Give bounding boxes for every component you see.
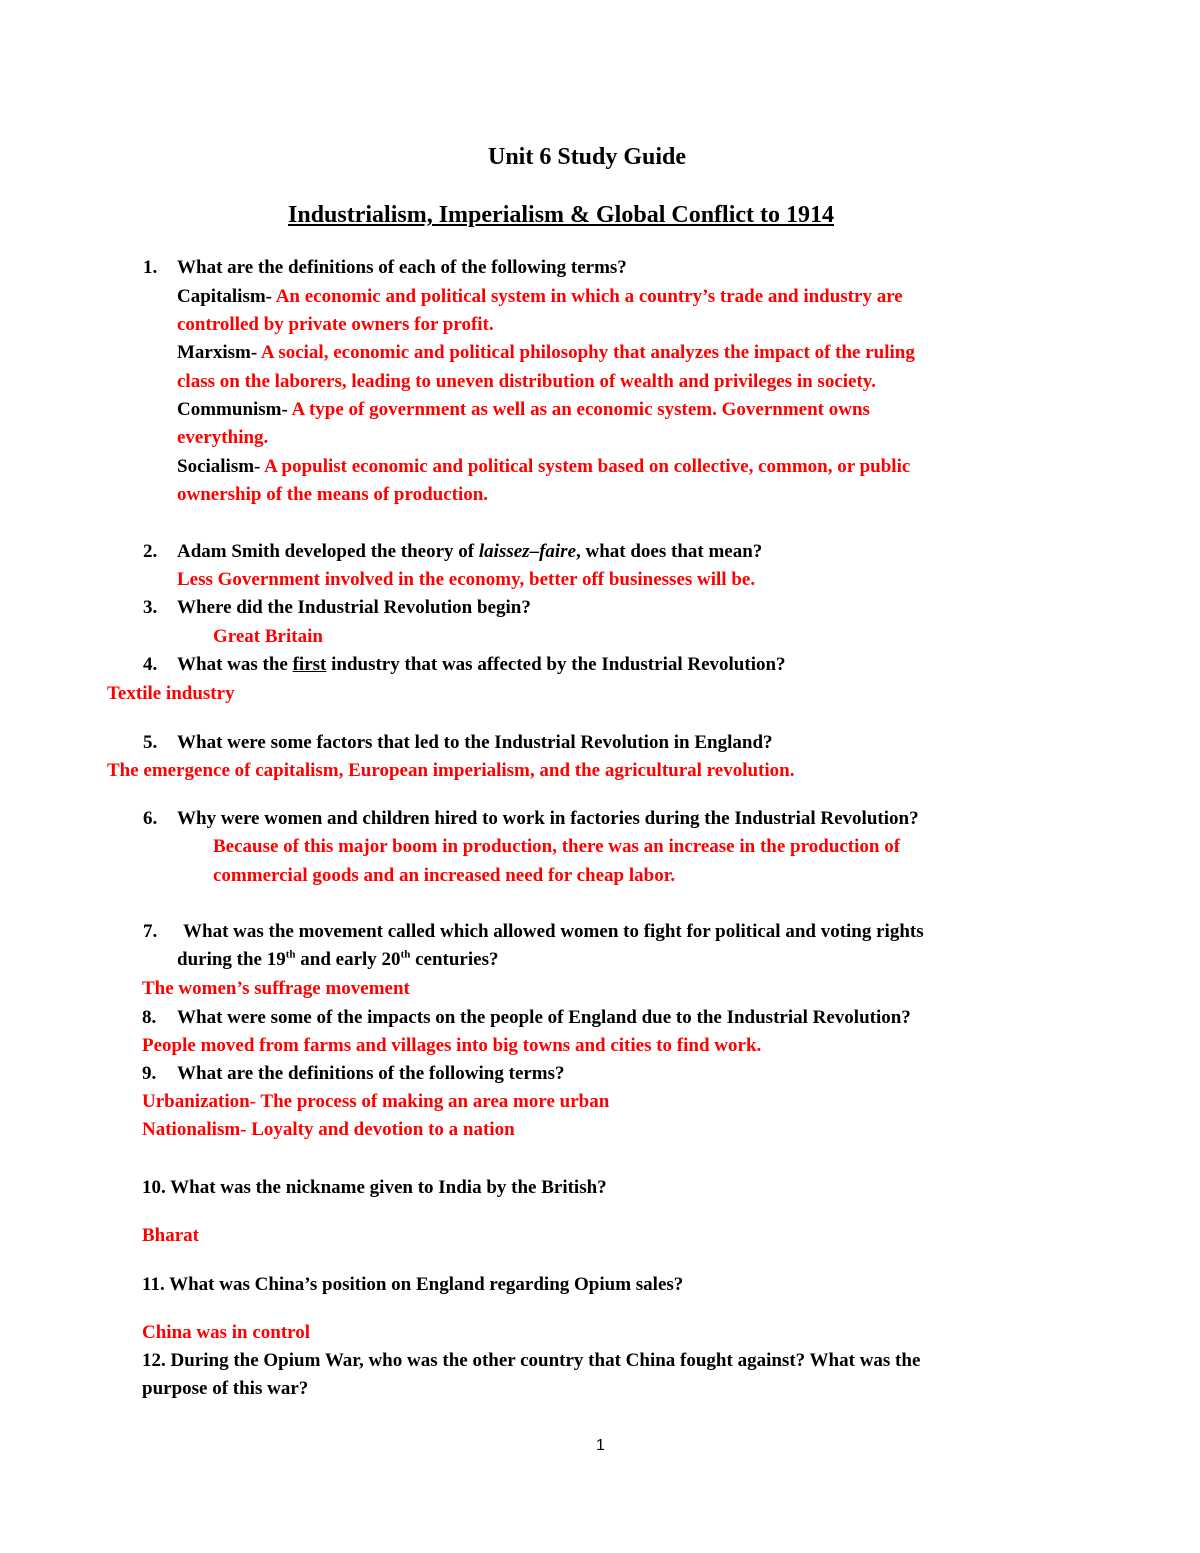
question-12-cont: purpose of this war? [142, 1378, 309, 1399]
question-number: 6. [143, 808, 158, 829]
answer-5: The emergence of capitalism, European imperialism, and the agricultural revolution. [107, 760, 795, 781]
question-emphasis: first [292, 654, 327, 675]
question-7-cont [177, 948, 498, 972]
answer-3: Great Britain [213, 626, 323, 647]
question-text: centuries? [410, 949, 499, 970]
superscript: th [400, 948, 411, 961]
term-definition-cont: ownership of the means of production. [177, 484, 489, 505]
term-definition-cont: class on the laborers, leading to uneven distribution of wealth and privileges in society. [177, 371, 876, 392]
question-3: Where did the Industrial Revolution begin? [177, 597, 531, 618]
term-communism [177, 398, 870, 422]
page-title: Unit 6 Study Guide [488, 144, 687, 170]
term-definition: A populist economic and political system based on collective, common, or public [260, 456, 911, 477]
page-number: 1 [596, 1437, 605, 1454]
question-4 [177, 653, 786, 677]
answer-2: Less Government involved in the economy, better off businesses will be. [177, 569, 756, 590]
question-number: 3. [143, 597, 158, 618]
question-12: 12. During the Opium War, who was the other country that China fought against? What was the [142, 1350, 921, 1371]
question-text: What was the [177, 654, 293, 675]
question-number: 2. [143, 541, 158, 562]
question-text: and early 20 [295, 949, 401, 970]
superscript: th [285, 948, 296, 961]
answer-9-urbanization: Urbanization- The process of making an area more urban [142, 1091, 610, 1112]
answer-4: Textile industry [107, 683, 235, 704]
question-text: industry that was affected by the Industrial Revolution? [326, 654, 786, 675]
question-number: 9. [142, 1063, 157, 1084]
page-subtitle: Industrialism, Imperialism & Global Conflict to 1914 [288, 202, 835, 228]
answer-7: The women’s suffrage movement [142, 978, 410, 999]
term-label: Socialism- [177, 456, 261, 477]
question-number: 5. [143, 732, 158, 753]
answer-6: Because of this major boom in production, there was an increase in the production of [213, 836, 901, 857]
term-definition-cont: everything. [177, 427, 269, 448]
question-term-italic: laissez–faire [478, 541, 576, 562]
term-label: Capitalism- [177, 286, 272, 307]
term-definition: A type of government as well as an economic system. Government owns [287, 399, 870, 420]
answer-11: China was in control [142, 1322, 311, 1343]
question-number: 8. [142, 1007, 157, 1028]
term-socialism [177, 455, 910, 479]
question-11: 11. What was China’s position on England regarding Opium sales? [142, 1274, 684, 1295]
answer-9-nationalism: Nationalism- Loyalty and devotion to a nation [142, 1119, 515, 1140]
question-8: What were some of the impacts on the people of England due to the Industrial Revolution? [177, 1007, 911, 1028]
term-capitalism [177, 285, 903, 309]
question-number: 7. [143, 921, 158, 942]
term-definition-cont: controlled by private owners for profit. [177, 314, 494, 335]
question-10: 10. What was the nickname given to India by the British? [142, 1177, 607, 1198]
question-text: during the 19 [177, 949, 286, 970]
term-label: Marxism- [177, 342, 258, 363]
term-definition: A social, economic and political philosophy that analyzes the impact of the ruling [257, 342, 915, 363]
answer-6-cont: commercial goods and an increased need for cheap labor. [213, 865, 676, 886]
question-text: , what does that mean? [576, 541, 763, 562]
question-2 [177, 540, 762, 564]
answer-10: Bharat [142, 1225, 199, 1246]
question-text: Adam Smith developed the theory of [177, 541, 479, 562]
question-number: 4. [143, 654, 158, 675]
question-6: Why were women and children hired to work in factories during the Industrial Revolution? [177, 808, 919, 829]
term-label: Communism- [177, 399, 288, 420]
question-5: What were some factors that led to the Industrial Revolution in England? [177, 732, 773, 753]
answer-8: People moved from farms and villages into big towns and cities to find work. [142, 1035, 762, 1056]
question-7: What was the movement called which allowed women to fight for political and voting rights [183, 921, 924, 942]
question-9: What are the definitions of the following terms? [177, 1063, 565, 1084]
question-1: What are the definitions of each of the following terms? [177, 257, 627, 278]
term-marxism [177, 341, 915, 365]
term-definition: An economic and political system in which a country’s trade and industry are [272, 286, 903, 307]
question-number: 1. [143, 257, 158, 278]
